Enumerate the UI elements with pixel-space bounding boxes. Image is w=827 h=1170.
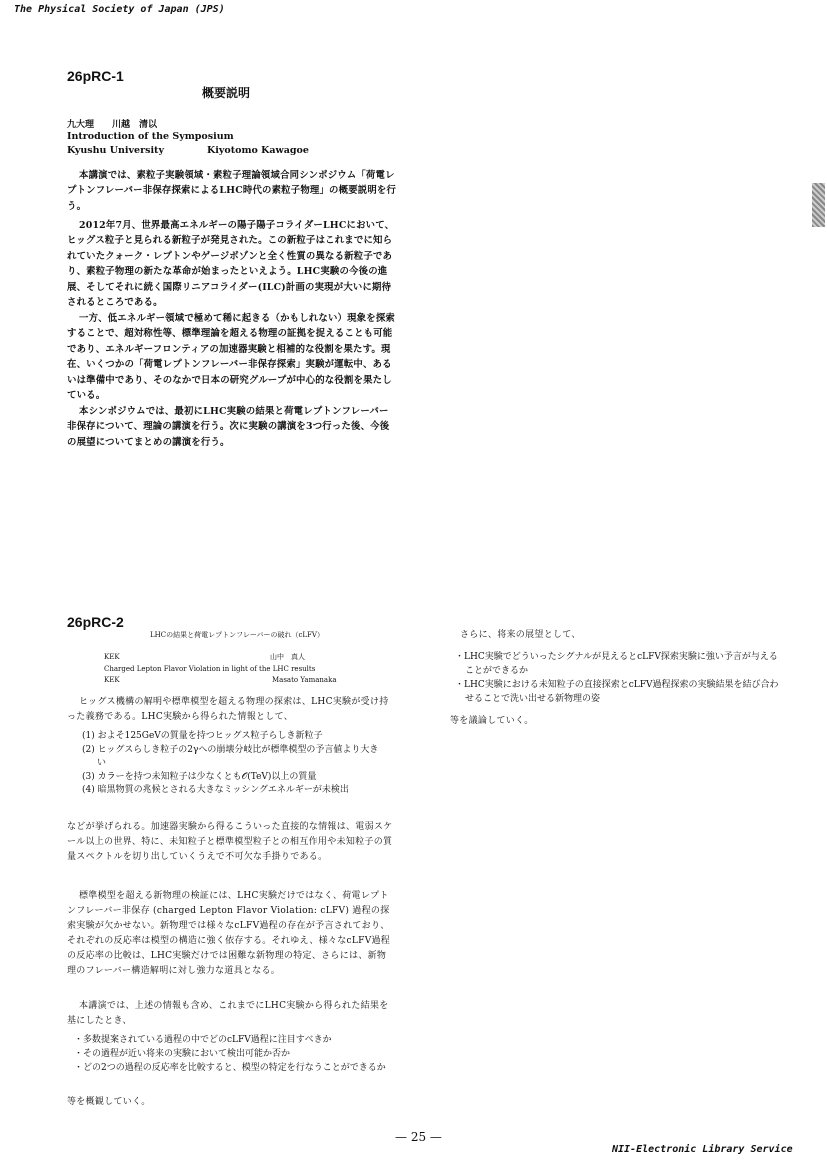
affiliation-jp: KEK <box>104 653 120 661</box>
scan-edge-mark <box>812 183 825 227</box>
paragraph: 一方、低エネルギー領域で極めて稀に起きる（かもしれない）現象を探索することで、超対称性等、標準理論を超える物理の証拠を捉えることも可能であり、エネルギーフロンティアの加速器実験と相補的な役割を果たす。現在、いくつかの「荷電レプトンフレーバー非保存探索」実験が運転中、あるいは準備中であり、そのなかで日本の研究グループが中心的な役割を果たしている。 <box>67 313 395 402</box>
author-en: Masato Yamanaka <box>272 676 337 684</box>
paragraph: 等を議論していく。 <box>450 716 534 726</box>
list-item: (2) ヒッグスらしき粒子の2γへの崩壊分岐比が標準模型の予言値より大きい <box>82 744 379 768</box>
paragraph: 本シンポジウムでは、最初にLHC実験の結果と荷電レプトンフレーバー非保存について、理論の講演を行う。次に実験の講演を3つ行った後、今後の展望についてまとめの講演を行う。 <box>67 406 390 448</box>
abstract-title-jp: LHCの結果と荷電レプトンフレーバーの破れ（cLFV） <box>150 631 324 639</box>
author-en: Kiyotomo Kawagoe <box>207 145 309 156</box>
paragraph: 標準模型を超える新物理の検証には、LHC実験だけではなく、荷電レプトンフレーバー非保存 (charged Lepton Flavor Violation: cLFV) 過程の探索実験が欠かせない。新物理では様々なcLFV過程の存在が予言されており、それぞれの反応率は模型の構造に強く依存する。それゆえ、様々なcLFV過程の反応率の比較は、LHC実験だけでは困難な新物理の特定、さらには、新物理のフレーバー構造解明に対し強力な道具となる。 <box>67 891 391 976</box>
affiliation-en: KEK <box>104 676 120 684</box>
abstract-code: 26pRC-2 <box>67 614 124 630</box>
abstract-title: 概要説明 <box>202 86 251 100</box>
question-list <box>74 1033 392 1075</box>
paragraph: などが挙げられる。加速器実験から得るこういった直接的な情報は、電弱スケール以上の世界、特に、未知粒子と標準模型粒子との相互作用や未知粒子の質量スペクトルを切り出していくうえで不可欠な手掛りである。 <box>67 822 393 862</box>
list-item: ・LHC実験でどういったシグナルが見えるとcLFV探索実験に強い予言が与えることができるか <box>455 652 778 676</box>
list-item: ・多数提案されている過程の中でどのcLFV過程に注目すべきか <box>74 1035 332 1045</box>
list-item: (3) カラーを持つ未知粒子は少なくとも𝒪(TeV)以上の質量 <box>82 771 317 782</box>
title-en: Charged Lepton Flavor Violation in light of the LHC results <box>104 665 316 673</box>
journal-header: The Physical Society of Japan (JPS) <box>14 4 225 15</box>
findings-list <box>82 730 382 798</box>
paragraph: 2012年7月、世界最高エネルギーの陽子陽子コライダーLHCにおいて、ヒッグス粒子と見られる新粒子が発見された。この新粒子はこれまでに知られていたクォーク・レプトンやゲージボゾンと全く性質の異なる新粒子であり、素粒子物理の新たな革命が始まったといえよう。LHC実験の今後の進展、そしてそれに続く国際リニアコライダー(ILC)計画の実現が大いに期待されるところである。 <box>67 220 395 309</box>
paragraph: ヒッグス機構の解明や標準模型を超える物理の探索は、LHC実験が受け持った義務である。LHC実験から得られた情報として、 <box>67 697 389 722</box>
list-item: ・その過程が近い将来の実験において検出可能か否か <box>74 1049 291 1059</box>
affiliation-en: Kyushu University <box>67 145 164 156</box>
paragraph: 本講演では、上述の情報も含め、これまでにLHC実験から得られた結果を基にしたとき、 <box>67 1001 389 1026</box>
library-footer: NII-Electronic Library Service <box>612 1144 793 1155</box>
list-item: ・LHC実験における未知粒子の直接探索とcLFV過程探索の実験結果を結び合わせることで洗い出せる新物理の姿 <box>455 680 779 704</box>
author-jp: 山中 真人 <box>270 653 305 661</box>
paragraph: 本講演では、素粒子実験領域・素粒子理論領域合同シンポジウム「荷電レプトンフレーバー非保存探索によるLHC時代の素粒子物理」の概要説明を行う。 <box>67 170 397 212</box>
title-en: Introduction of the Symposium <box>67 131 234 142</box>
paragraph: さらに、将来の展望として、 <box>460 630 581 640</box>
list-item: (4) 暗黒物質の兆候とされる大きなミッシングエネルギーが未検出 <box>82 785 349 795</box>
list-item: ・どの2つの過程の反応率を比較すると、模型の特定を行なうことができるか <box>74 1063 386 1073</box>
paragraph: 等を概観していく。 <box>67 1097 151 1107</box>
abstract-code: 26pRC-1 <box>67 68 124 84</box>
author-jp: 九大理 川越 清以 <box>67 120 158 130</box>
outlook-list <box>455 650 780 706</box>
list-item: (1) およそ125GeVの質量を持つヒッグス粒子らしき新粒子 <box>82 731 323 741</box>
page-number: — 25 — <box>395 1130 442 1144</box>
